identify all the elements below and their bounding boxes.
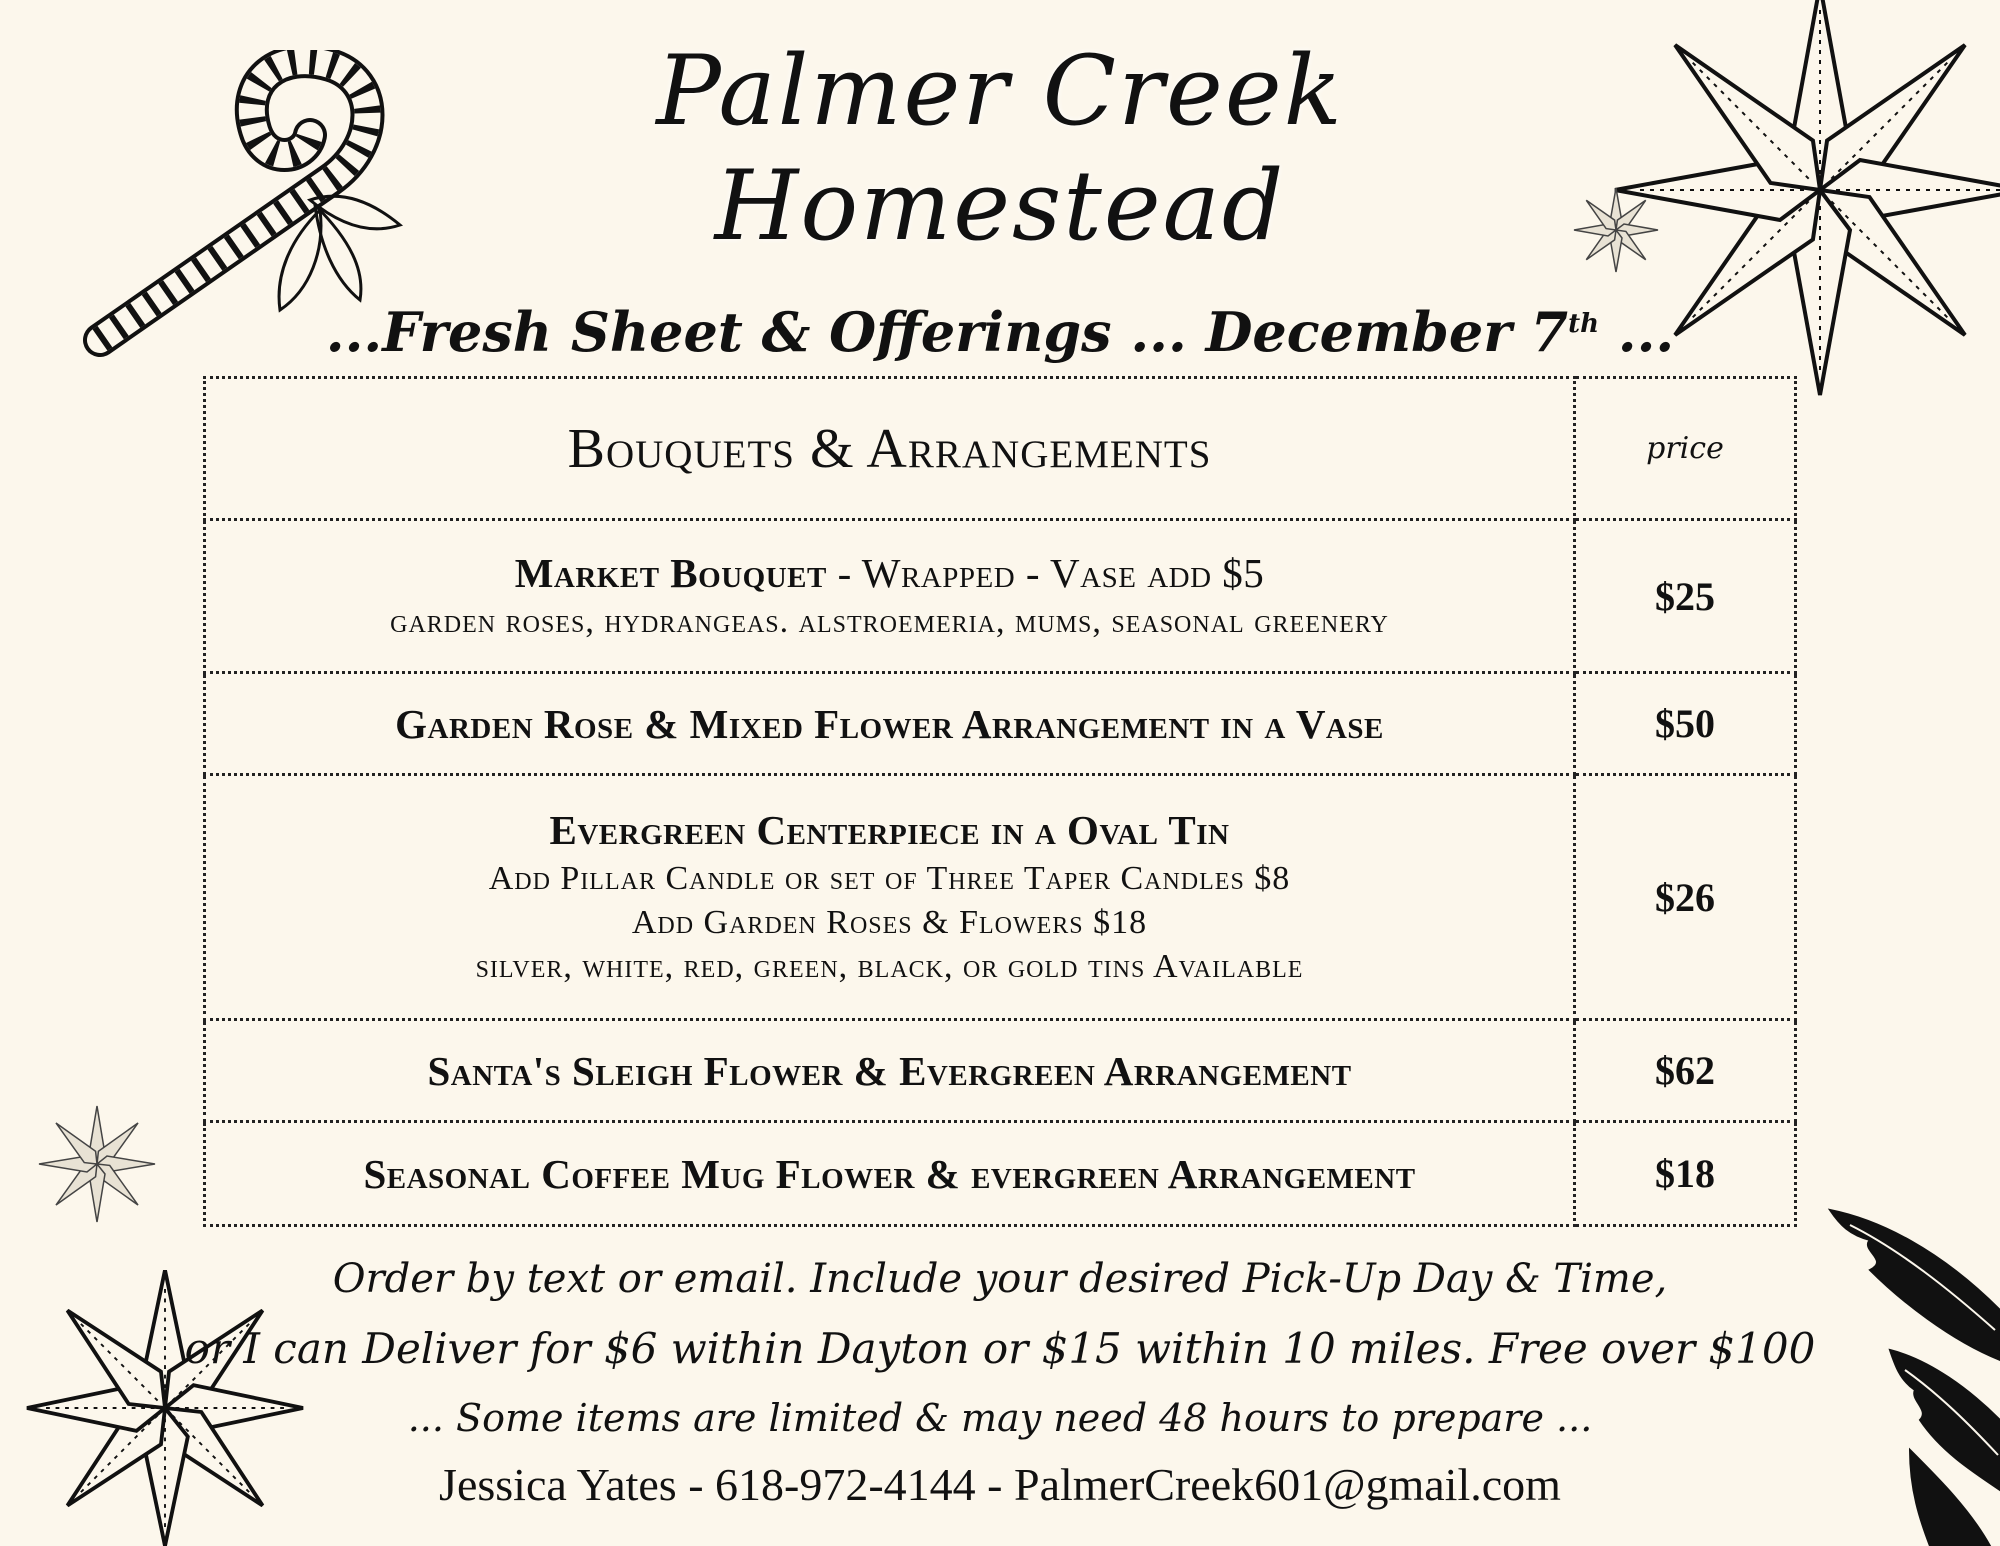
item-cell: [205, 1122, 1575, 1226]
item-cell: [205, 1020, 1575, 1122]
fresh-sheet-subtitle: [0, 300, 2000, 364]
fresh-sheet-suffix: ...: [1598, 300, 1675, 364]
item-title-line: [216, 549, 1563, 597]
item-name: Seasonal Coffee Mug Flower & evergreen Arrangement: [363, 1150, 1416, 1197]
item-name: Santa's Sleigh Flower & Evergreen Arrangement: [427, 1047, 1352, 1094]
order-instructions: Order by text or email. Include your desired Pick-Up Day & Time,: [332, 1256, 1668, 1302]
table-heading-cell: [205, 378, 1575, 520]
item-cell: [205, 775, 1575, 1020]
price-heading-cell: [1575, 378, 1796, 520]
small-star-icon: [36, 1103, 158, 1225]
price-column-heading: price: [1646, 431, 1724, 466]
table-row: [205, 673, 1796, 775]
prep-time-note: ... Some items are limited & may need 48 hours to prepare ...: [407, 1396, 1593, 1440]
item-price: $18: [1655, 1151, 1715, 1196]
price-cell: [1575, 520, 1796, 673]
item-detail: Add Pillar Candle or set of Three Taper Candles $8: [488, 860, 1291, 897]
item-name: Garden Rose & Mixed Flower Arrangement in a Vase: [395, 700, 1384, 747]
title-palmer-creek: Palmer Creek: [656, 35, 1344, 147]
item-options: - Wrapped - Vase add $5: [826, 550, 1265, 596]
table-header-row: [205, 378, 1796, 520]
item-cell: [205, 673, 1575, 775]
item-name: Evergreen Centerpiece in a Oval Tin: [549, 807, 1230, 853]
price-cell: [1575, 775, 1796, 1020]
item-price: $25: [1655, 573, 1715, 619]
table-row: [205, 1122, 1796, 1226]
table-row: [205, 775, 1796, 1020]
price-cell: [1575, 1020, 1796, 1122]
fresh-sheet-text: ...Fresh Sheet & Offerings ... December 7: [325, 300, 1569, 364]
table-row: [205, 1020, 1796, 1122]
title-homestead: Homestead: [714, 150, 1286, 262]
item-cell: [205, 520, 1575, 673]
table-row: [205, 520, 1796, 673]
delivery-info: or I can Deliver for $6 within Dayton or $15 within 10 miles. Free over $100: [184, 1324, 1816, 1373]
item-price: $26: [1655, 874, 1715, 920]
section-heading: Bouquets & Arrangements: [567, 417, 1212, 480]
item-detail: garden roses, hydrangeas. alstroemeria, mums, seasonal greenery: [390, 603, 1389, 640]
item-price: $50: [1655, 701, 1715, 746]
contact-info: Jessica Yates - 618-972-4144 - PalmerCreek601@gmail.com: [439, 1459, 1561, 1510]
item-name: Market Bouquet: [514, 550, 827, 596]
item-detail: Add Garden Roses & Flowers $18: [631, 904, 1148, 941]
date-ordinal: th: [1568, 309, 1599, 339]
offerings-table: [203, 376, 1797, 1227]
price-cell: [1575, 1122, 1796, 1226]
item-price: $62: [1655, 1048, 1715, 1093]
item-detail: silver, white, red, green, black, or gold tins Available: [475, 948, 1304, 985]
price-cell: [1575, 673, 1796, 775]
